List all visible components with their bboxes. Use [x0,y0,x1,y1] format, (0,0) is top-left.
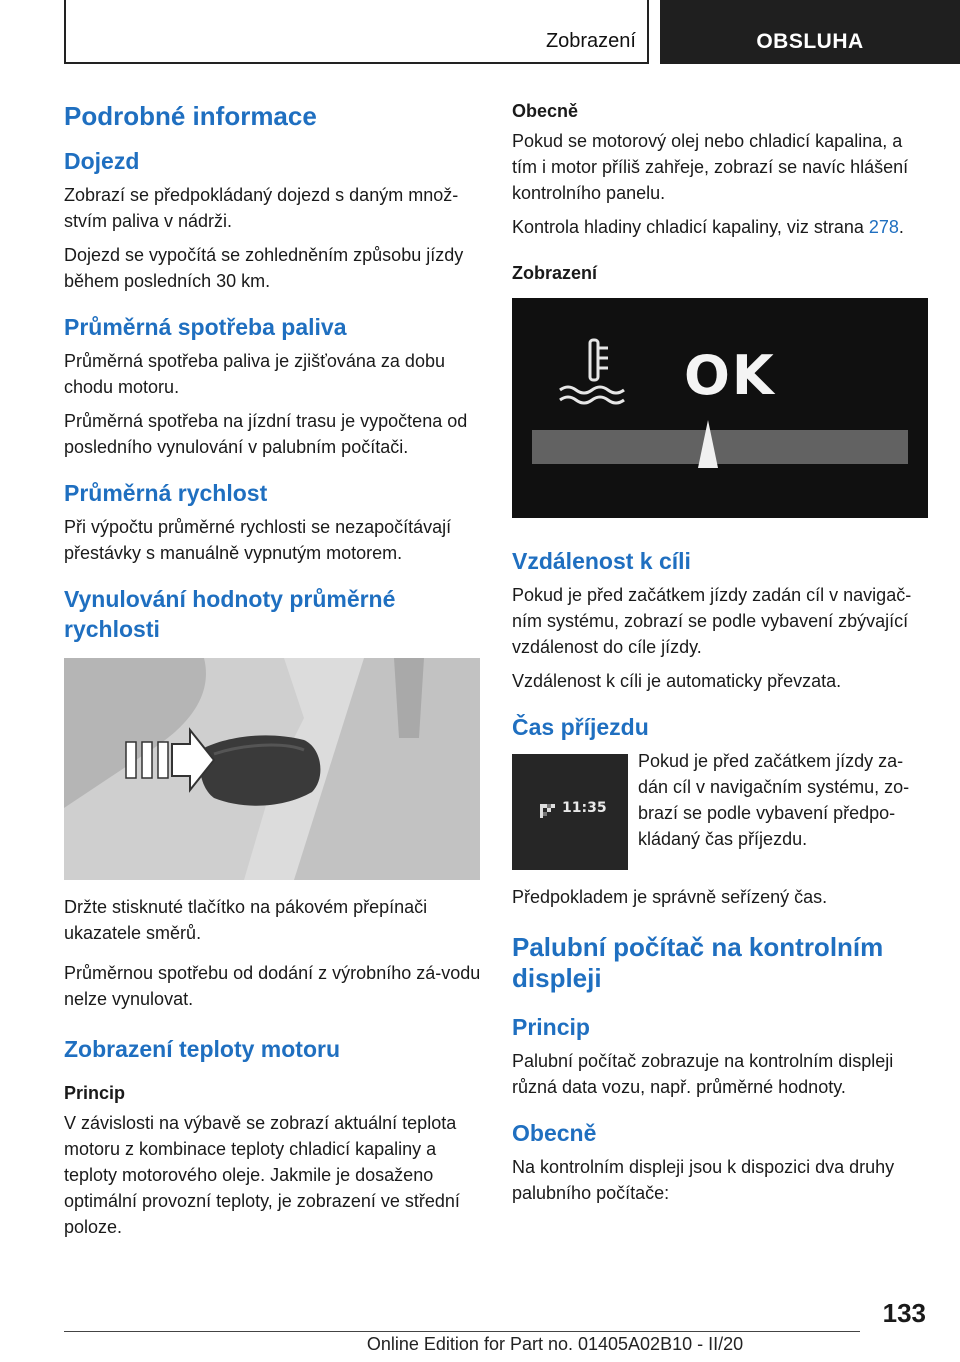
avgspeed-paragraph-1: Při výpočtu průměrné rychlosti se nezapočítávají přestávky s manuálně vypnutým motorem. [64,517,452,563]
heading-range: Dojezd [64,148,140,174]
arrival-time-paragraph-2: Předpokladem je správně seřízený čas. [512,887,828,907]
heading-engine-temperature: Zobrazení teploty motoru [64,1036,340,1062]
footer-divider [64,1331,860,1332]
range-paragraph-1: Zobrazí se předpokládaný dojezd s daným množ-stvím paliva v nádrži. [64,185,459,231]
general-paragraph-2: Kontrola hladiny chladicí kapaliny, viz strana 278. [512,217,904,237]
reset-paragraph-1: Držte stisknuté tlačítko na pákovém přepínači ukazatele směrů. [64,897,428,943]
subheading-general: Obecně [512,101,579,121]
heading-average-consumption: Průměrná spotřeba paliva [64,314,347,340]
destination-flag-icon [540,804,555,818]
page-title: Podrobné informace [64,101,317,131]
engine-temperature-display-image [512,298,928,518]
turn-signal-lever-image [64,658,480,880]
general-paragraph-1: Pokud se motorový olej nebo chladicí kapalina, a tím i motor příliš zahřeje, zobrazí se navíc hlášení kontrolního panelu. [512,131,909,203]
header-chapter-title: OBSLUHA [756,30,864,53]
subheading-principle: Princip [64,1083,126,1103]
heading-distance-to-destination: Vzdálenost k cíli [512,548,691,574]
avgcons-paragraph-1: Průměrná spotřeba paliva je zjišťována za dobu chodu motoru. [64,351,445,397]
heading-arrival-time: Čas příjezdu [512,714,649,740]
obc-principle-paragraph: Palubní počítač zobrazuje na kontrolním displeji různá data vozu, např. průměrné hodnoty. [512,1051,894,1097]
heading-obc-principle: Princip [512,1014,590,1040]
range-paragraph-2: Dojezd se vypočítá se zohledněním způsobu jízdy během posledních 30 km. [64,245,464,291]
obc-general-paragraph: Na kontrolním displeji jsou k dispozici dva druhy palubního počítače: [512,1157,895,1203]
heading-onboard-computer: Palubní počítač na kontrolním displeji [512,932,884,993]
header-section-title: Zobrazení [545,30,636,52]
arrival-time-block [512,748,930,866]
page-number: 133 [882,1298,926,1328]
heading-obc-general: Obecně [512,1120,597,1146]
distance-paragraph-1: Pokud je před začátkem jízdy zadán cíl v navigač-ním systému, zobrazí se podle vybavení zbývající vzdálenost do cíle jízdy. [512,585,912,657]
arrival-time-value: 11:35 [562,800,607,816]
subheading-display: Zobrazení [512,263,598,283]
right-column [512,100,930,1214]
distance-paragraph-2: Vzdálenost k cíli je automaticky převzata. [512,671,842,691]
heading-reset-average-speed: Vynulování hodnoty průměrné rychlosti [64,586,396,642]
reset-paragraph-2: Průměrnou spotřebu od dodání z výrobního zá-vodu nelze vynulovat. [64,963,481,1009]
footer-edition: Online Edition for Part no. 01405A02B10 - II/20 [366,1334,744,1354]
temperature-paragraph: V závislosti na výbavě se zobrazí aktuální teplota motoru z kombinace teploty chladicí kapaliny a teploty motorového oleje. Jakmile je dosaženo optimální provozní teploty, je zobrazení ve střední poloze. [64,1113,460,1237]
arrival-time-paragraph: Pokud je před začátkem jízdy za-dán cíl v navigačním systému, zo-brazí se podle vybavení předpo-kládaný čas příjezdu. [638,751,910,849]
page-reference-link[interactable]: 278 [868,217,899,237]
heading-average-speed: Průměrná rychlost [64,480,268,506]
left-column [64,100,482,1248]
avgcons-paragraph-2: Průměrná spotřeba na jízdní trasu je vypočtena od posledního vynulování v palubním počítači. [64,411,468,457]
arrival-time-display-image [512,754,628,870]
temperature-ok-label: OK [684,344,776,407]
